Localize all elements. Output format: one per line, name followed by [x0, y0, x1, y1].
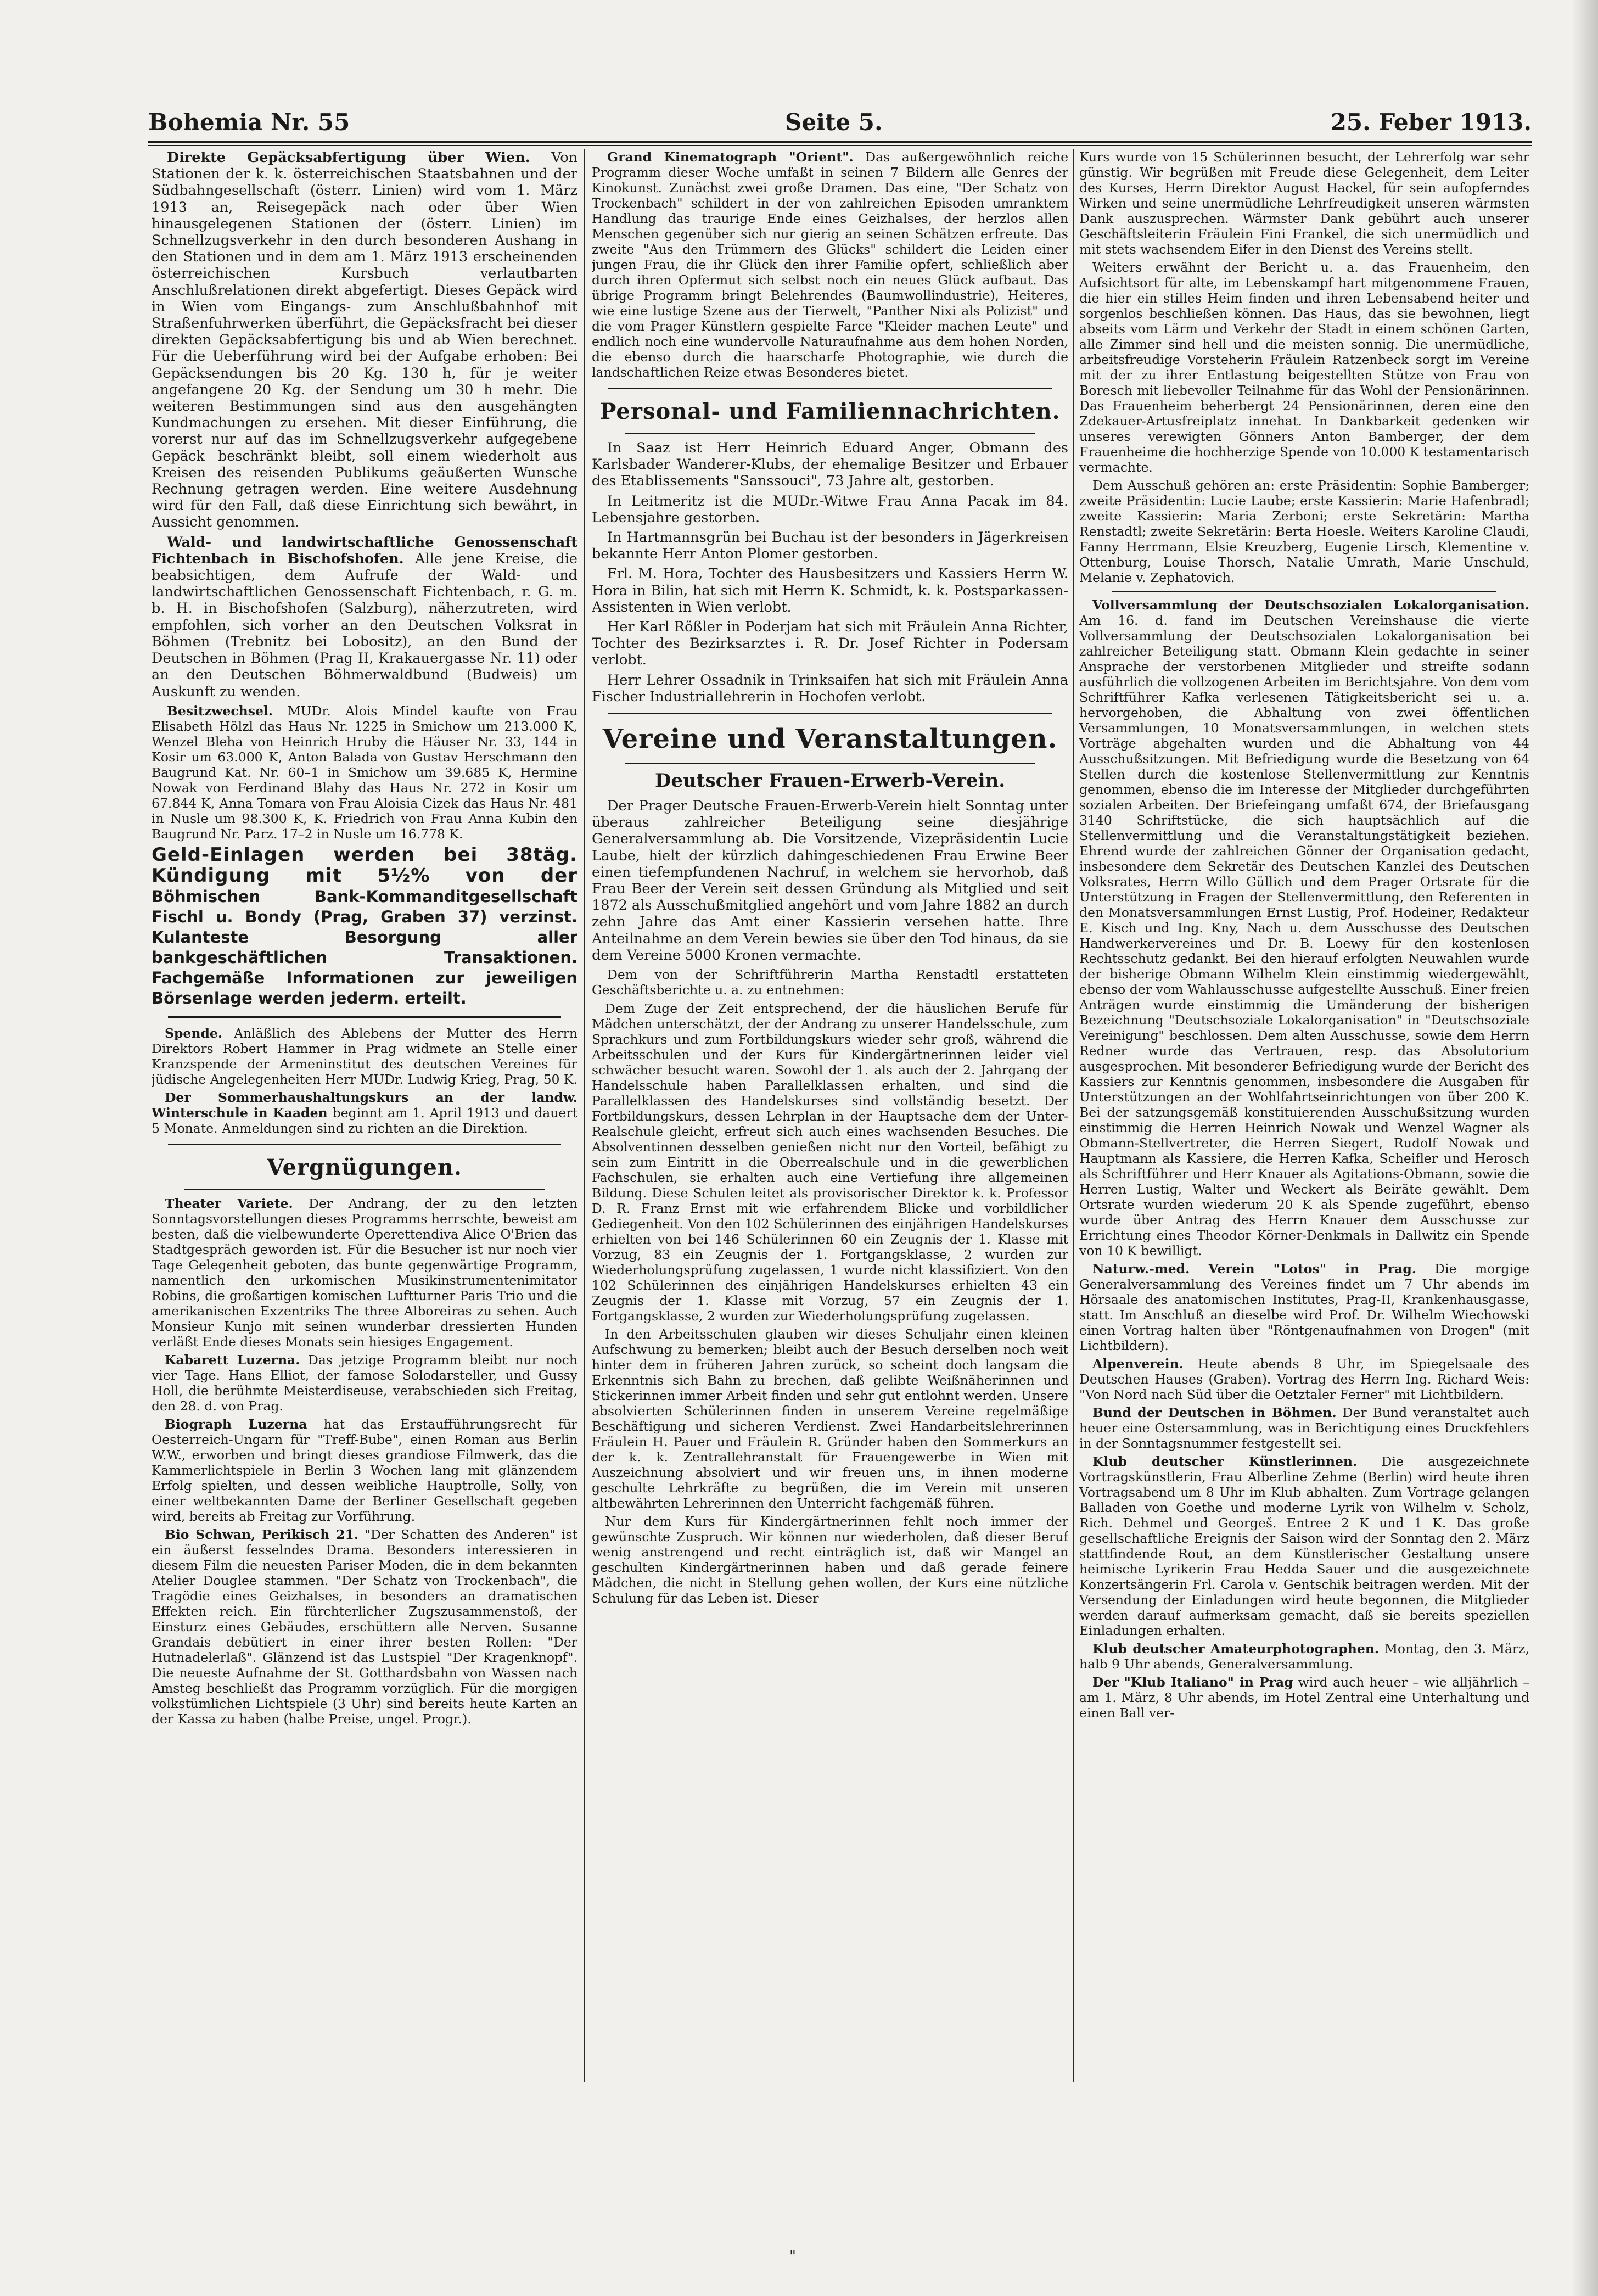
header-page-number: Seite 5. [785, 109, 883, 136]
article-theater-variete: Theater Variete. Der Andrang, der zu den letzten Sonntagsvorstellungen dieses Programms herrschte, beweist am besten, daß die vielbewunderte Operettendiva Alice O'Brien das Stadtgespräch geworden ist. Für die Besucher ist nur noch vier Tage Gelegenheit geboten, das bunte gegenwärtige Programm, namentlich den urkomischen Musikinstrumentenimitator Robins, die großartigen komischen Luftturner Paris Trio und die amerikanischen Exzentriks The three Alboreiras zu sehen. Auch Monsieur Kunjo mit seinen wunderbar dressierten Hunden verläßt Ende dieses Monats sein hiesiges Engagement. [152, 1195, 577, 1349]
article-frauenverein-bericht: Dem von der Schriftführerin Martha Renstadtl erstatteten Geschäftsberichte u. a. zu entnehmen: [592, 967, 1068, 998]
article-klub-italiano: Der "Klub Italiano" in Prag wird auch heuer – wie alljährlich – am 1. März, 8 Uhr abends, im Hotel Zentral eine Unterhaltung und einen Ball ver- [1079, 1675, 1529, 1721]
separator [184, 1189, 545, 1190]
article-gepaeck: Direkte Gepäcksabfertigung über Wien. Von Stationen der k. k. österreichischen Staatsbahnen und der Südbahngesellschaft (österr. Linien) wird vom 1. März 1913 an, Reisegepäck nach oder über Wien hinausgelegenen Stationen der (österr. Linien) im Schnellzugsverkehr in den durch besonderen Aushang in den Stationen und in dem am 1. März 1913 erscheinenden österreichischen Kursbuch verlautbarten Anschlußrelationen direkt abgefertigt. Dieses Gepäck wird in Wien vom Eingangs- zum Anschlußbahnhof mit Straßenfuhrwerken überführt, die Gepäcksfracht bei dieser direkten Gepäcksabfertigung bis und ab Wien berechnet. Für die Ueberführung wird bei der Aufgabe erhoben: Bei Gepäcksendungen bis 20 Kg. 130 h, für je weiter angefangene 20 Kg. der Sendung um 30 h mehr. Die weiteren Bestimmungen sind aus den ausgehängten Kundmachungen zu ersehen. Mit dieser Einführung, die vorerst nur auf das im Schnellzugsverkehr aufgegebene Gepäck beschränkt bleibt, soll einem wiederholt aus Kreisen des reisenden Publikums geäußerten Wunsche Rechnung getragen werden. Eine weitere Ausdehnung wird für den Fall, daß diese Einrichtung sich bewährt, in Aussicht genommen. [152, 149, 577, 531]
column-2 [592, 149, 1068, 2082]
separator [608, 713, 1052, 714]
page-header [148, 104, 1532, 143]
notices-block [152, 1026, 577, 1136]
header-issue: Bohemia Nr. 55 [148, 109, 350, 136]
header-rule-thin [148, 145, 1532, 146]
notice-pacak: In Leitmeritz ist die MUDr.-Witwe Frau Anna Pacak im 84. Lebensjahre gestorben. [592, 492, 1068, 526]
article-sommerkurs: Der Sommerhaushaltungskurs an der landw. Winterschule in Kaaden beginnt am 1. April 1913 und dauert 5 Monate. Anmeldungen sind zu richten an die Direktion. [152, 1089, 577, 1136]
column-3 [1079, 149, 1529, 2082]
article-besitzwechsel: Besitzwechsel. MUDr. Alois Mindel kaufte von Frau Elisabeth Hölzl das Haus Nr. 1225 in Smichow um 213.000 K, Wenzel Bleha von Heinrich Hruby die Häuser Nr. 33, 144 in Kosir um 63.000 K, Anton Balada von Gustav Herschmann den Baugrund Kat. Nr. 60–1 in Smichow um 39.685 K, Hermine Nowak von Ferdinand Blahy das Haus Nr. 272 in Kosir um 67.844 K, Anna Tomara von Frau Aloisia Cizek das Haus Nr. 481 in Nusle um 98.300 K, K. Friedrich von Frau Anna Kubin den Baugrund Nr. Parz. 17–2 in Nusle um 16.778 K. [152, 703, 577, 842]
entertainment-block [152, 1196, 577, 1727]
header-rule [148, 141, 1532, 143]
bank-advertisement: Geld-Einlagen werden bei 38täg. Kündigung mit 5½% von der Böhmischen Bank-Kommanditgesellschaft Fischl u. Bondy (Prag, Graben 37) verzinst. Kulanteste Besorgung aller bankgeschäftlichen Transaktionen. Fachgemäße Informationen zur jeweiligen Börsenlage werden jederm. erteilt. [152, 843, 577, 1007]
article-lotos: Naturw.-med. Verein "Lotos" in Prag. Die morgige Generalversammlung des Vereines findet um 7 Uhr abends im Hörsaale des anatomischen Institutes, Prag-II, Krankenhausgasse, statt. Im Anschluß an dieselbe wird Prof. Dr. Wilhelm Wiechowski einen Vortrag halten über "Röntgenaufnahmen von Drogen" (mit Lichtbildern). [1079, 1261, 1529, 1353]
article-frauenheim: Weiters erwähnt der Bericht u. a. das Frauenheim, den Aufsichtsort für alte, im Lebenskampf hart mitgenommene Frauen, die hier ein stilles Heim finden und ihren Lebensabend heiter und sorgenlos beschließen können. Das Haus, das sie bewohnen, liegt abseits vom Lärm und Verkehr der Stadt in einem schönen Garten, alle Zimmer sind hell und die meisten sonnig. Die unermüdliche, arbeitsfreudige Vorsteherin Fräulein Ratzenbeck sorgt im Vereine mit der zu ihrer Entlastung beigestellten Stütze von Frau von Boresch mit liebevoller Teilnahme für das Wohl der Pensionärinnen. Das Frauenheim beherbergt 24 Pensionärinnen, deren eine den Zdekauer-Artusfreiplatz innehat. In Dankbarkeit gedenken wir unseres verewigten Gönners Anton Bamberger, der dem Frauenheime die hochherzige Spende von 10.000 K testamentarisch vermachte. [1079, 260, 1529, 475]
article-genossenschaft: Wald- und landwirtschaftliche Genossenschaft Fichtenbach in Bischofshofen. Alle jene Kreise, die beabsichtigen, dem Aufrufe der Wald- und landwirtschaftlichen Genossenschaft Fichtenbach, r. G. m. b. H. in Bischofshofen (Salzburg), näherzutreten, wird empfohlen, sich vorher an den Deutschen Volksrat in Böhmen (Trebnitz bei Lobositz), an den Bund der Deutschen in Böhmen (Prag II, Krakauergasse Nr. 11) oder an den Deutschen Böhmerwaldbund (Budweis) um Auskunft zu wenden. [152, 534, 577, 700]
article-alpenverein: Alpenverein. Heute abends 8 Uhr, im Spiegelsaale des Deutschen Hauses (Graben). Vortrag des Herrn Ing. Richard Weis: "Von Nord nach Süd über die Oetztaler Ferner" mit Lichtbildern. [1079, 1356, 1529, 1402]
article-lokalorganisation: Vollversammlung der Deutschsozialen Lokalorganisation. Am 16. d. fand im Deutschen Vereinshause die vierte Vollversammlung der Deutschsozialen Lokalorganisation bei zahlreicher Beteiligung statt. Obmann Klein gedachte in seiner Ansprache der verstorbenen Mitglieder und streifte sodann ausführlich die vollzogenen Arbeiten im Berichtsjahre. Von dem vom Schriftführer Kafka verlesenen Tätigkeitsbericht sei u. a. hervorgehoben, die Abhaltung von zwei öffentlichen Versammlungen, 10 Monatsversammlungen, in welchen stets Vorträge abgehalten wurden und die Abhaltung von 44 Ausschußsitzungen. Mit Befriedigung wurde die Besetzung von 64 Stellen durch die kostenlose Stellenvermittlung zur Kenntnis genommen, ebenso die im Interesse der Mitglieder durchgeführten sozialen Arbeiten. Der Briefeingang umfaßt 674, der Briefausgang 3140 Schriftstücke, die sich hauptsächlich auf die Stellenvermittlung und die Veranstaltungstätigkeit beziehen. Ehrend wurde der zahlreichen Gönner der Organisation gedacht, insbesondere dem Sekretär des Deutschen Kanzlei des Deutschen Volksrates, Herrn Willo Güllich und dem Prager Ortsrate für die Unterstützung in Fragen der Stellenvermittlung, den Referenten in den Monatsversammlungen Ernst Lustig, Prof. Hodeiner, Redakteur E. Kisch und Ing. Kny, Nach u. dem Ausschusse des Deutschen Handwerkervereines und Dr. B. Loewy für den kostenlosen Rechtsschutz gedankt. Bei den hierauf erfolgten Neuwahlen wurde der bisherige Obmann Wilhelm Klein einstimmig wiedergewählt, ebenso der vom Wahlausschusse aufgestellte Ausschuß. Einer freien Anträgen wurde einstimmig die Umänderung der bisherigen Bezeichnung "Deutschsoziale Lokalorganisation" in "Deutschsoziale Vereinigung" beschlossen. Dem alten Ausschusse, sowie dem Herrn Redner wurde das Vertrauen, resp. das Absolutorium ausgesprochen. Mit besonderer Befriedigung wurde der Bericht des Kassiers zur Kenntnis genommen, insbesondere die Ausgaben für Unterstützungen an der Wohlfahrtseinrichtungen von über 200 K. Bei der satzungsgemäß konstituierenden Ausschußsitzung wurden einstimmig die Herren Heinrich Nowak und Wenzel Wagner als Obmann-Stellvertreter, die Herren Siegert, Rudolf Nowak und Hauptmann als Kassiere, die Herren Kafka, Scheifler und Herosch als Schriftführer und Herr Knauer als Agitations-Obmann, sowie die Herren Lustig, Walter und Weckert als Beiräte gewählt. Dem Ortsrate wurden wiederum 20 K als Spende zugeführt, ebenso wurde über Antrag des Herrn Knauer dem Ausschusse zur Errichtung eines Theodor Körner-Denkmals in Dallwitz ein Spende von 10 K bewilligt. [1079, 597, 1529, 1258]
article-kinematograph-orient: Grand Kinematograph "Orient". Das außergewöhnlich reiche Programm dieser Woche umfaßt in seinen 7 Bildern alle Genres der Kinokunst. Zunächst zwei große Dramen. Das eine, "Der Schatz von Trockenbach" schildert in der von zahlreichen Episoden umranktem Handlung das traurige Ende eines Geizhalses, der herzlos allen Menschen gegenüber sich nur gierig an seinen Schätzen erfreute. Das zweite "Aus den Trümmern des Glücks" schildert die Leiden einer jungen Frau, die ihr Glück den ihrer Familie opfert, schließlich aber durch ihren Opfermut sich selbst noch ein neues Glück aufbaut. Das übrige Programm bringt Belehrendes (Baumwollindustrie), Heiteres, wie eine lustige Szene aus der Tierwelt, "Panther Nixi als Polizist" und die vom Prager Künstlern gespielte Farce "Kleider machen Leute" und endlich noch eine wundervolle Naturaufnahme aus dem hohen Norden, die ebenso durch die haarscharfe Photographie, wie durch die landschaftlichen Reize etwas Besonderes bietet. [592, 149, 1068, 380]
article-spende: Spende. Anläßlich des Ablebens der Mutter des Herrn Direktors Robert Hammer in Prag widmete an Stelle einer Kranzspende der Armeninstitut des deutschen Vereines für jüdische Angelegenheiten Herr MUDr. Ludwig Krieg, Prag, 50 K. [152, 1025, 577, 1087]
separator [168, 1016, 561, 1018]
notice-roessler: Her Karl Rößler in Poderjam hat sich mit Fräulein Anna Richter, Tochter des Bezirksarztes i. R. Dr. Josef Richter in Podersam verlobt. [592, 619, 1068, 669]
article-ausschuss: Dem Ausschuß gehören an: erste Präsidentin: Sophie Bamberger; zweite Präsidentin: Lucie Laube; erste Kassierin: Marie Hafenbradl; zweite Kassierin: Maria Zerboni; erste Sekretärin: Martha Renstadtl; zweite Sekretärin: Berta Hoesle. Weiters Karoline Claudi, Fanny Herrmann, Elsie Kreuzberg, Eugenie Lirsch, Klementine v. Ottenburg, Louise Thorsch, Natalie Umrath, Marie Unschuld, Melanie v. Zephatovich. [1079, 478, 1529, 585]
separator [1112, 591, 1496, 592]
section-heading-personal: Personal- und Familiennachrichten. [599, 399, 1061, 424]
notice-ossadnik: Herr Lehrer Ossadnik in Trinksaifen hat sich mit Fräulein Anna Fischer Industriallehrerin in Hochofen verlobt. [592, 671, 1068, 705]
separator [168, 1144, 561, 1145]
article-kuenstlerinnen: Klub deutscher Künstlerinnen. Die ausgezeichnete Vortragskünstlerin, Frau Alberline Zehme (Berlin) wird heute ihren Vortragsabend um 8 Uhr im Klub abhalten. Zum Vortrage gelangen Balladen von Goethe und moderne Lyrik von Wilhelm v. Scholz, Rich. Dehmel und Georgeš. Entree 2 K und 1 K. Das große gesellschaftliche Ereignis der Saison wird der Sonntag den 2. März stattfindende Rout, an dem Künstlerischer Gestaltung unsere heimische Lyrikerin Frau Hedda Sauer und die ausgezeichnete Konzertsängerin Frl. Carola v. Gentschik beitragen werden. Mit der Versendung der Einladungen wird heute begonnen, die Mitglieder werden darauf aufmerksam gemacht, daß sie bereits speziellen Einladungen erhalten. [1079, 1454, 1529, 1638]
article-amateurphotographen: Klub deutscher Amateurphotographen. Montag, den 3. März, halb 9 Uhr abends, Generalversammlung. [1079, 1641, 1529, 1672]
header-date: 25. Feber 1913. [1330, 109, 1532, 136]
column-1 [152, 149, 577, 2082]
section-heading-vergnuegungen: Vergnügungen. [267, 1154, 462, 1180]
notice-plomer: In Hartmannsgrün bei Buchau ist der besonders in Jägerkreisen bekannte Herr Anton Plomer gestorben. [592, 529, 1068, 563]
subheading-frauen-erwerb-verein: Deutscher Frauen-Erwerb-Verein. [654, 770, 1006, 792]
article-biograph-luzerna: Biograph Luzerna hat das Erstaufführungsrecht für Oesterreich-Ungarn für "Treff-Bube", einen Roman aus Berlin W.W., erworben und bringt dieses grandiose Filmwerk, das die Kammerlichtspiele in Berlin 3 Wochen lang mit glänzendem Erfolg spielten, und dessen weibliche Hauptrolle, Solly, von einer weltbekannten Dame der Berliner Gesellschaft gegeben wird, bereits ab Freitag zur Vorführung. [152, 1416, 577, 1524]
column-rule-2 [1073, 149, 1074, 2082]
column-rule-1 [584, 149, 585, 2082]
article-frauenverein-intro: Der Prager Deutsche Frauen-Erwerb-Verein hielt Sonntag unter überaus zahlreicher Beteiligung seine diesjährige Generalversammlung ab. Die Vorsitzende, Vizepräsidentin Lucie Laube, hielt der kürzlich dahingeschiedenen Frau Erwine Beer einen tiefempfundenen Nachruf, in welchem sie hervorhob, daß Frau Beer der Verein seit dessen Gründung als Mitglied und seit 1872 als Ausschußmitglied angehört und vom Jahre 1882 an durch zehn Jahre das Amt einer Kassierin versehen hatte. Ihre Anteilnahme an dem Verein bewies sie über den Tod hinaus, da sie dem Vereine 5000 Kronen vermachte. [592, 798, 1068, 964]
notice-anger: In Saaz ist Herr Heinrich Eduard Anger, Obmann des Karlsbader Wanderer-Klubs, der ehemalige Besitzer und Erbauer des Etablissements "Sanssouci", 73 Jahre alt, gestorben. [592, 440, 1068, 490]
section-heading-vereine: Vereine und Veranstaltungen. [602, 724, 1058, 755]
separator [608, 388, 1052, 389]
footer-mark: " [789, 2248, 796, 2265]
separator [625, 763, 1035, 764]
article-frauenverein-cont: Kurs wurde von 15 Schülerinnen besucht, der Lehrerfolg war sehr günstig. Wir begrüßen mit Freude diese Gelegenheit, dem Leiter des Kurses, Herrn Direktor August Hackel, für sein aufopferndes Wirken und seine unermüdliche Lehrfreudigkeit unseren wärmsten Dank auszusprechen. Wärmster Dank gebührt auch unserer Geschäftsleiterin Fräulein Fini Frankel, die sich unermüdlich und mit stets wachsendem Eifer in den Dienst des Vereins stellt. [1079, 149, 1529, 257]
article-bund-deutschen: Bund der Deutschen in Böhmen. Der Bund veranstaltet auch heuer eine Ostersammlung, was in Berichtigung eines Druckfehlers in der Sonntagsnummer festgestellt sei. [1079, 1405, 1529, 1451]
article-frauenverein-body: Dem Zuge der Zeit entsprechend, der die häuslichen Berufe für Mädchen unterschätzt, der der Andrang zu unserer Handelsschule, zum Sprachkurs und zum Fortbildungskurs wieder sehr groß, während die Arbeitsschulen und der Kurs für Kindergärtnerinnen leider viel schwächer besucht waren. Sowohl der 1. als auch der 2. Jahrgang der Handelsschule haben Parallelklassen erhalten, und sind die Parallelklassen des Handelskurses sind vollständig besetzt. Der Fortbildungskurs, dessen Lehrplan in der Hauptsache dem der Unter-Realschule gleicht, erfreut sich auch eines wachsenden Besuches. Die Absolventinnen desselben genießen nicht nur den Vorteil, befähigt zu sein zum Eintritt in die Oberrealschule und in die gewerblichen Fachschulen, sie erhalten auch eine Vertiefung ihre allgemeinen Bildung. Diese Schulen leitet als provisorischer Direktor k. k. Professor D. R. Franz Ernst mit wie erfahrendem Blicke und vorbildlicher Gediegenheit. Von den 102 Schülerinnen des einjährigen Handelskurses erhielten von bei 146 Schülerinnen 60 ein Zeugnis der 1. Klasse mit Vorzug, 83 ein Zeugnis der 1. Fortgangsklasse, 2 wurden zur Wiederholungsprüfung zugelassen, 1 wurde nicht klassifiziert. Von den 102 Schülerinnen des einjährigen Handelskurses erhielten 43 ein Zeugnis der 1. Klasse mit Vorzug, 57 ein Zeugnis der 1. Fortgangsklasse, 2 wurden zur Wiederholungsprüfung zugelassen. In den Arbeitsschulen glauben wir dieses Schuljahr einen kleinen Aufschwung zu bemerken; bleibt auch der Besuch derselben noch weit hinter dem in früheren Jahren zurück, so scheint doch langsam die Erkenntnis sich Bahn zu brechen, daß gelibte Weißnäherinnen und Stickerinnen immer Arbeit finden und sehr gut entlohnt werden. Unsere absolvierten Schülerinnen finden in unserem Vereine regelmäßige Beschäftigung und sicheren Verdienst. Zwei Handarbeitslehrerinnen Fräulein H. Pauer und Fräulein R. Gründer haben den Sommerkurs an der k. k. Zentrallehranstalt für Frauengewerbe in Wien mit Auszeichnung absolviert und wir freuen uns, in ihnen moderne geschulte Lehrkräfte zu begrüßen, die im Verein mit unseren altbewährten Lehrerinnen den Unterricht fachgemäß führen. Nur dem Kurs für Kindergärtnerinnen fehlt noch immer der gewünschte Zuspruch. Wir können nur wiederholen, daß dieser Beruf wenig anstrengend und recht einträglich ist, daß wir Mangel an geschulten Kindergärtnerinnen haben und daß gerade feinere Mädchen, die nicht in Stellung gehen wollen, der Kurs eine nützliche Schulung für das Leben ist. Dieser [592, 1001, 1068, 1606]
separator [625, 433, 1035, 434]
page-edge-shadow [1572, 0, 1598, 2296]
article-kabarett-luzerna: Kabarett Luzerna. Das jetzige Programm bleibt nur noch vier Tage. Hans Elliot, der famose Solodarsteller, und Gussy Holl, die berühmte Meisterdiseuse, verabschieden sich Freitag, den 28. d. von Prag. [152, 1352, 577, 1414]
article-bio-schwan: Bio Schwan, Perikisch 21. "Der Schatten des Anderen" ist ein äußerst fesselndes Drama. Besonders interessieren in diesem Film die neuesten Pariser Moden, die in dem bekannten Atelier Douglee stammen. "Der Schatz von Trockenbach", die Tragödie eines Geizhalses, in besonders an dramatischen Effekten reich. Ein fürchterlicher Zugszusammenstoß, der Einsturz eines Gebäudes, erschüttern alle Nerven. Susanne Grandais debütiert in einer ihrer besten Rollen: "Der Hutnadelerlaß". Glänzend ist das Lustspiel "Der Kragenknopf". Die neueste Aufnahme der St. Gotthardsbahn von Wassen nach Amsteg beschließt das Programm vorzüglich. Für die morgigen volkstümlichen Lichtspiele (3 Uhr) sind bereits heute Karten an der Kassa zu haben (halbe Preise, ungel. Progr.). [152, 1526, 577, 1727]
notice-hora: Frl. M. Hora, Tochter des Hausbesitzers und Kassiers Herrn W. Hora in Bilin, hat sich mit Herrn K. Schmidt, k. k. Postsparkassen-Assistenten in Wien verlobt. [592, 565, 1068, 615]
